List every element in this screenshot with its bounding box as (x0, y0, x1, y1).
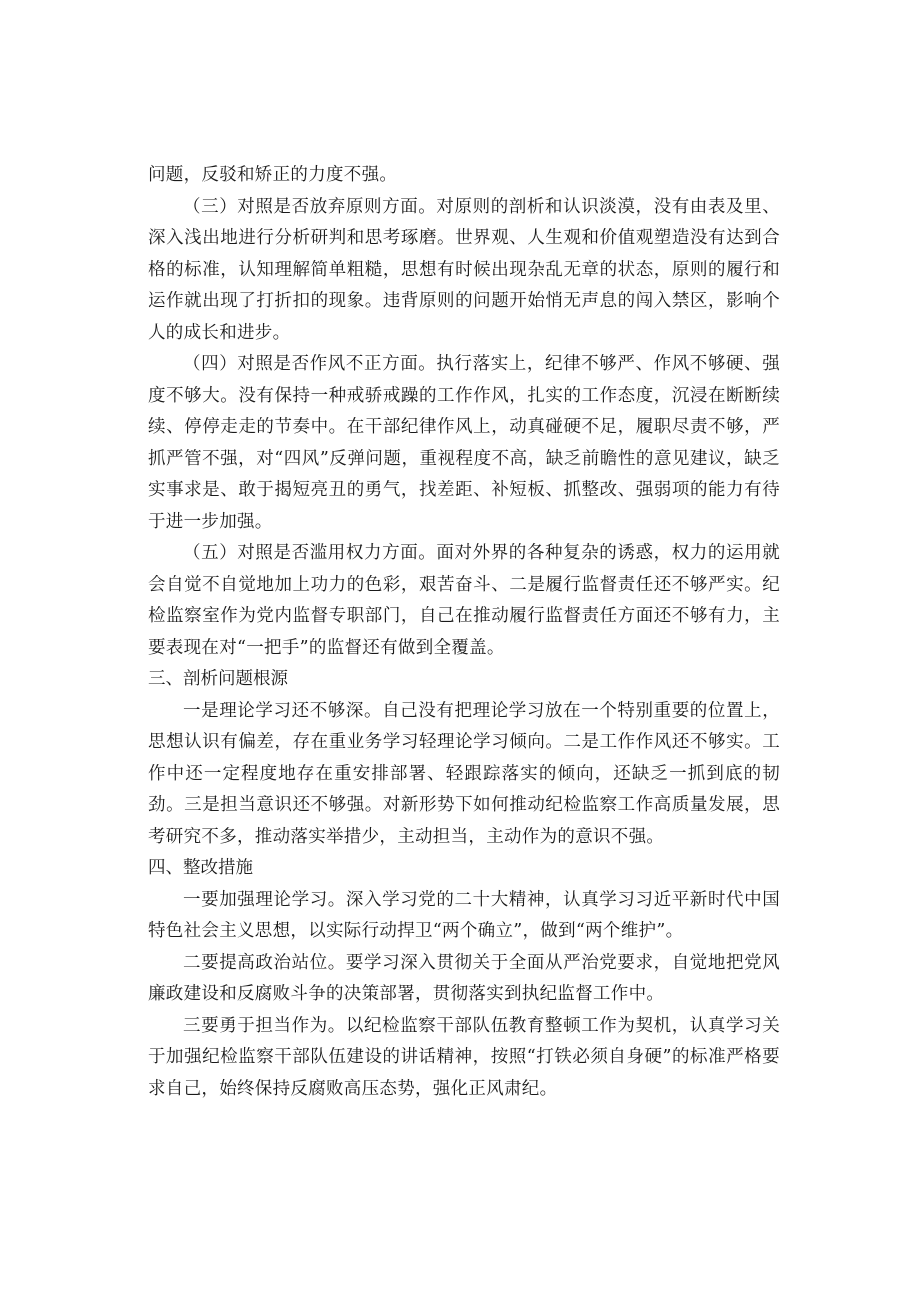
paragraph-section-5-power: （五）对照是否滥用权力方面。面对外界的各种复杂的诱惑，权力的运用就会自觉不自觉地加上功力的色彩，艰苦奋斗、二是履行监督责任还不够严实。纪检监察室作为党内监督专职部门，自己在推动履行监督责任方面还不够有力，主要表现在对“一把手”的监督还有做到全覆盖。 (148, 543, 780, 658)
paragraph-measure-2: 二要提高政治站位。要学习深入贯彻关于全面从严治党要求，自觉地把党风廉政建设和反腐败斗争的决策部署，贯彻落实到执纪监督工作中。 (148, 952, 780, 1004)
paragraph-measure-3: 三要勇于担当作为。以纪检监察干部队伍教育整顿工作为契机，认真学习关于加强纪检监察干部队伍建设的讲话精神，按照“打铁必须自身硬”的标准严格要求自己，始终保持反腐败高压态势，强化正风肃纪。 (148, 1015, 780, 1099)
paragraph-root-causes: 一是理论学习还不够深。自己没有把理论学习放在一个特别重要的位置上，思想认识有偏差，存在重业务学习轻理论学习倾向。二是工作作风还不够实。工作中还一定程度地存在重安排部署、轻跟踪落实的倾向，还缺乏一抓到底的韧劲。三是担当意识还不够强。对新形势下如何推动纪检监察工作高质量发展，思考研究不多，推动落实举措少，主动担当，主动作为的意识不强。 (148, 700, 780, 847)
heading-root-causes: 三、剖析问题根源 (148, 669, 288, 689)
document-body (148, 160, 780, 1105)
paragraph-measure-1: 一要加强理论学习。深入学习党的二十大精神，认真学习习近平新时代中国特色社会主义思想，以实际行动捍卫“两个确立”，做到“两个维护”。 (148, 889, 780, 941)
heading-rectification: 四、整改措施 (148, 858, 253, 878)
paragraph-section-3-principles: （三）对照是否放弃原则方面。对原则的剖析和认识淡漠，没有由表及里、深入浅出地进行分析研判和思考琢磨。世界观、人生观和价值观塑造没有达到合格的标准，认知理解简单粗糙，思想有时候出现杂乱无章的状态，原则的履行和运作就出现了打折扣的现象。违背原则的问题开始悄无声息的闯入禁区，影响个人的成长和进步。 (148, 196, 780, 343)
paragraph-section-4-conduct: （四）对照是否作风不正方面。执行落实上，纪律不够严、作风不够硬、强度不够大。没有保持一种戒骄戒躁的工作作风，扎实的工作态度，沉浸在断断续续、停停走走的节奏中。在干部纪律作风上，动真碰硬不足，履职尽责不够，严抓严管不强，对“四风”反弹问题，重视程度不高，缺乏前瞻性的意见建议，缺乏实事求是、敢于揭短亮丑的勇气，找差距、补短板、抓整改、强弱项的能力有待于进一步加强。 (148, 354, 780, 532)
paragraph-continuation: 问题，反驳和矫正的力度不强。 (148, 165, 398, 185)
